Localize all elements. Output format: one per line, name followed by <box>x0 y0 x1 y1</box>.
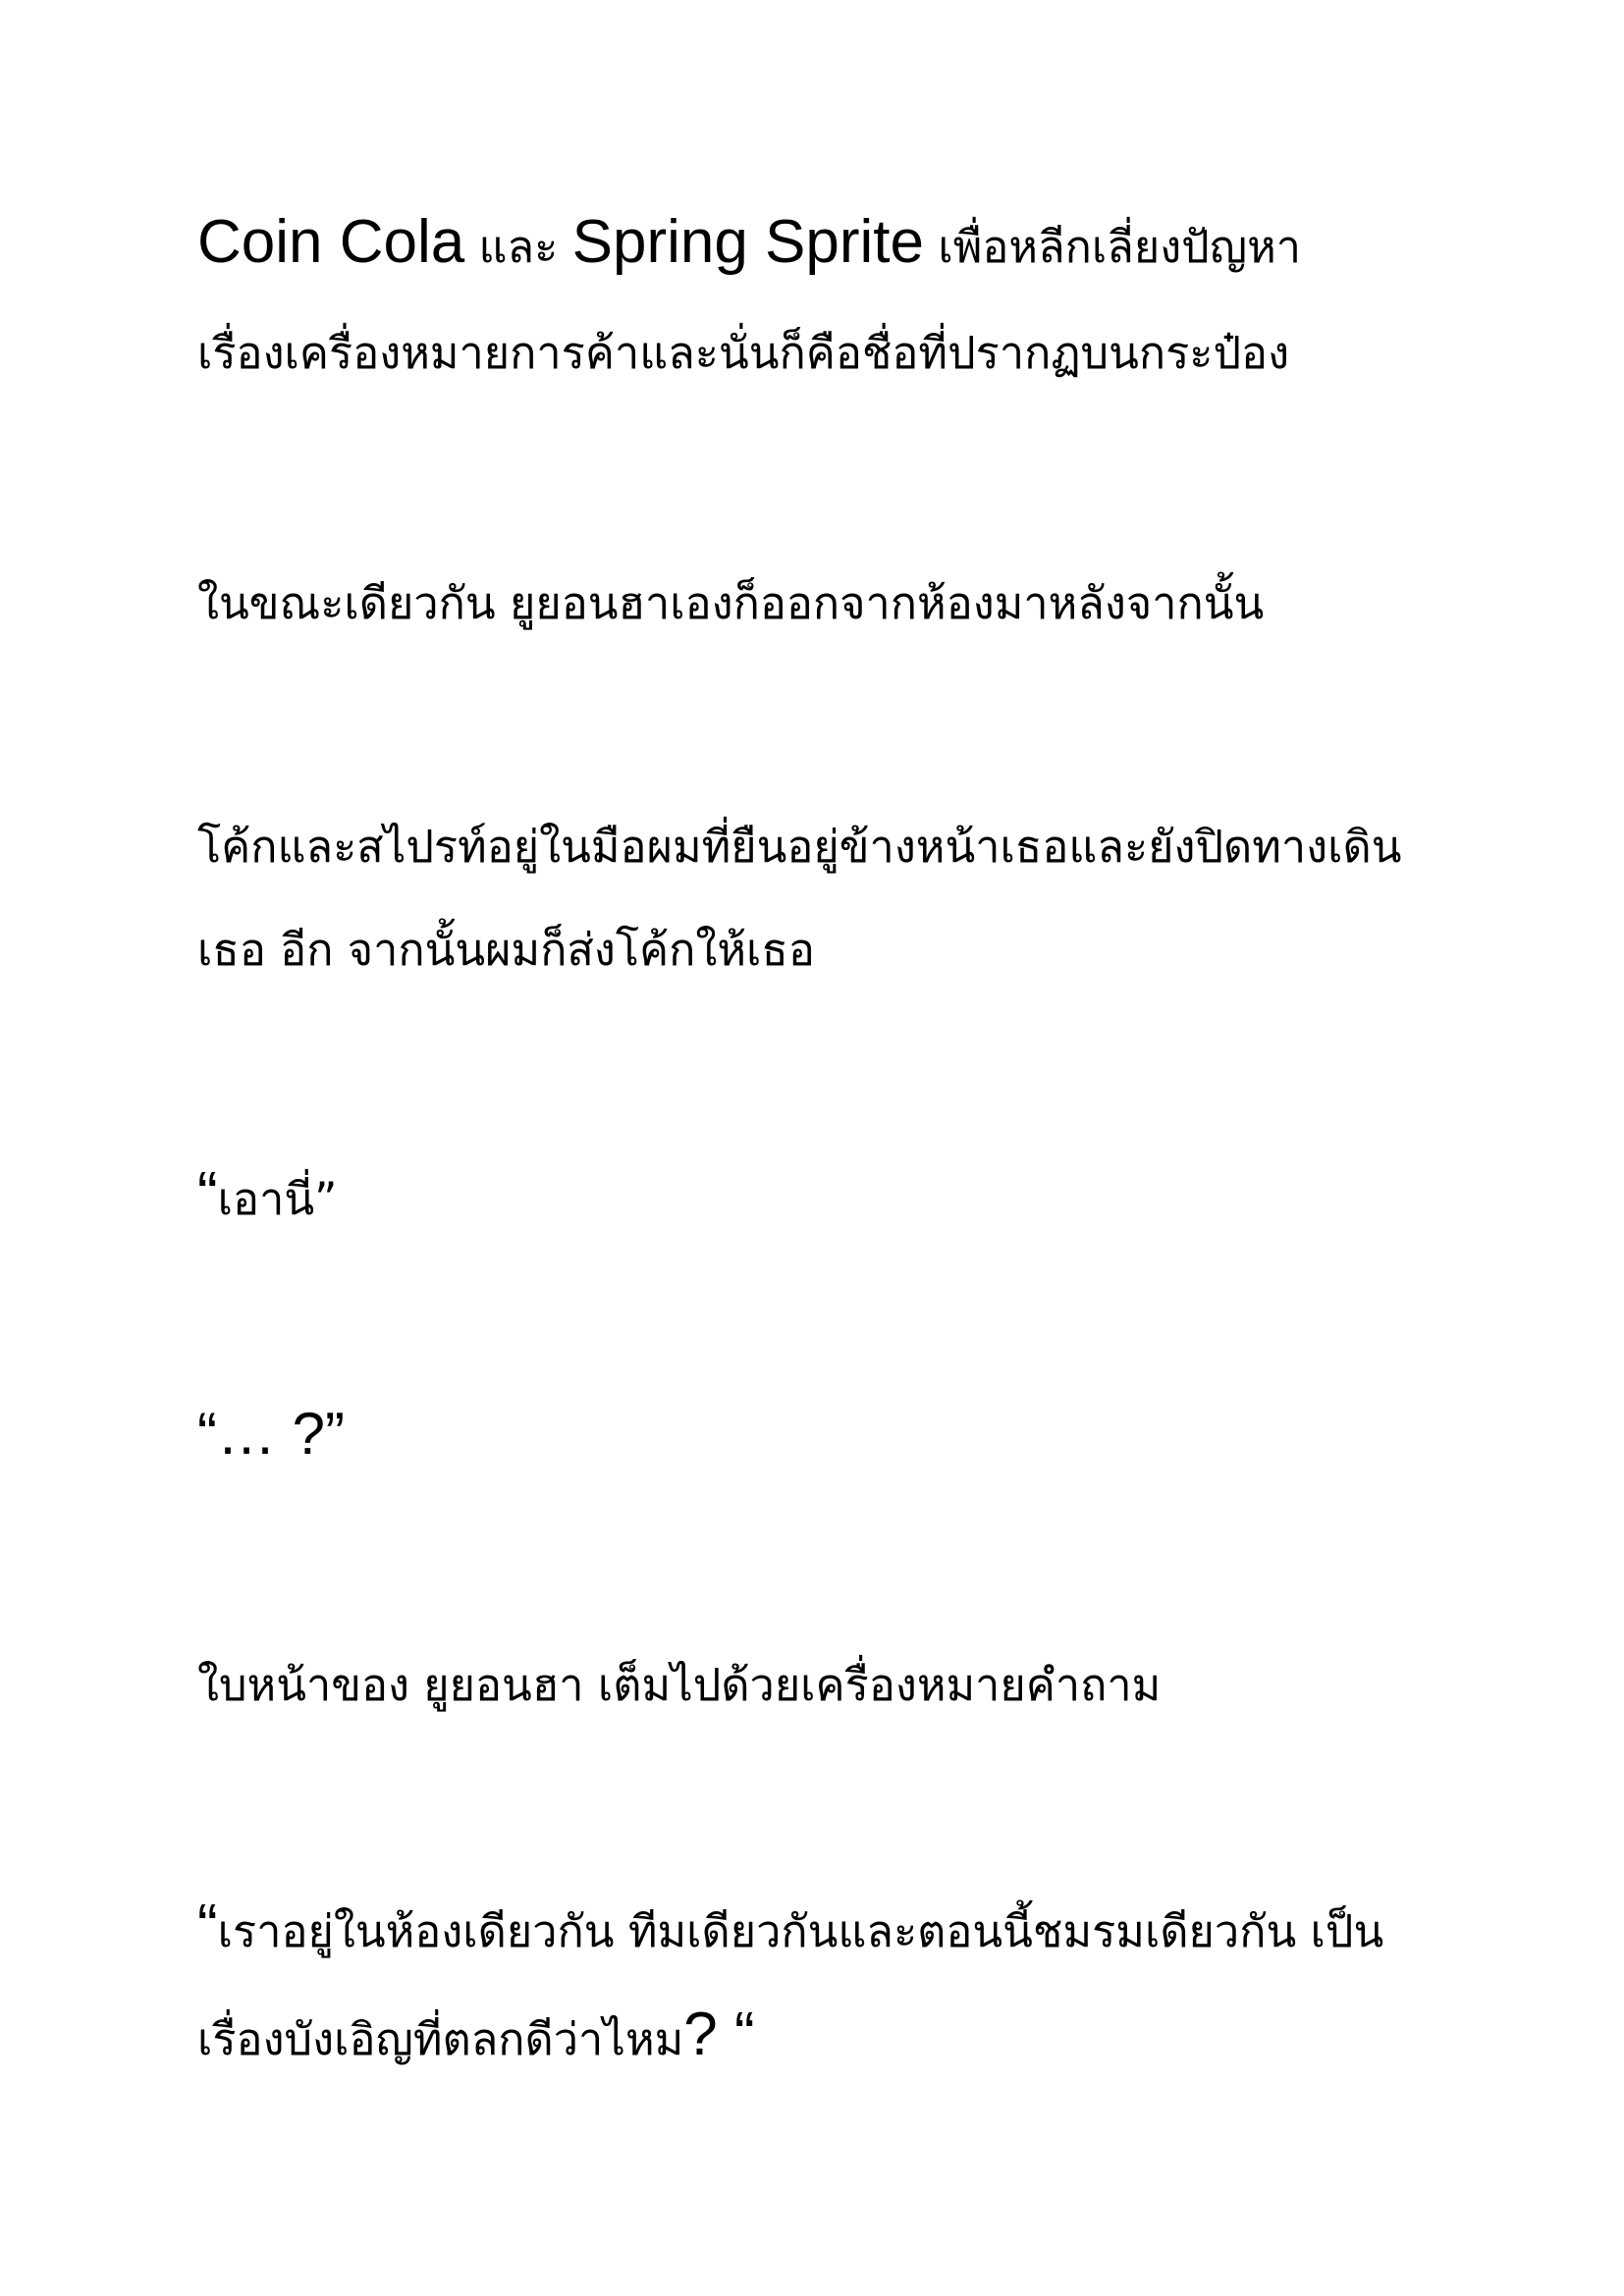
dialogue-text: เราอยู่ในห้องเดียวกัน ทีมเดียวกันและตอนนี้ชมรมเดียวกัน เป็น <box>217 1905 1384 1957</box>
dialogue-here-you-go <box>197 1160 338 1228</box>
paragraph-1-line-2: เรื่องเครื่องหมายการค้าและนั่นก็คือชื่อที่ปรากฏบนกระป๋อง <box>197 327 1290 379</box>
open-quote: “ <box>197 1160 218 1228</box>
paragraph-6-line-1: ใบหน้าของ ยูยอนฮา เต็มไปด้วยเครื่องหมายคำถาม <box>197 1659 1162 1711</box>
thai-conjunction: และ <box>464 221 572 273</box>
dialogue-coincidence-line-2 <box>197 2001 755 2068</box>
paragraph-3-line-1: โค้กและสไปรท์อยู่ในมือผมที่ยืนอยู่ข้างหน้าเธอและยังปิดทางเดิน <box>197 821 1402 873</box>
question-and-quote: ? “ <box>683 2001 755 2068</box>
paragraph-3-line-2: เธอ อีก จากนั้นผมก็ส่งโค้กให้เธอ <box>197 924 815 976</box>
paragraph-2-line-1: ในขณะเดียวกัน ยูยอนฮาเองก็ออกจากห้องมาหลังจากนั้น <box>197 577 1265 629</box>
dialogue-coincidence-line-1 <box>197 1893 1384 1960</box>
thai-text: เพื่อหลีกเลี่ยงปัญหา <box>924 221 1302 273</box>
dialogue-text: เรื่องบังเอิญที่ตลกดีว่าไหม <box>197 2013 684 2065</box>
paragraph-1-line-1 <box>197 208 1302 276</box>
brand-spring-sprite: Spring Sprite <box>571 208 925 276</box>
dialogue-text: เอานี่” <box>217 1173 338 1225</box>
dialogue-question: “… ?” <box>197 1401 345 1467</box>
brand-coin-cola: Coin Cola <box>197 208 465 276</box>
open-quote: “ <box>197 1893 218 1960</box>
